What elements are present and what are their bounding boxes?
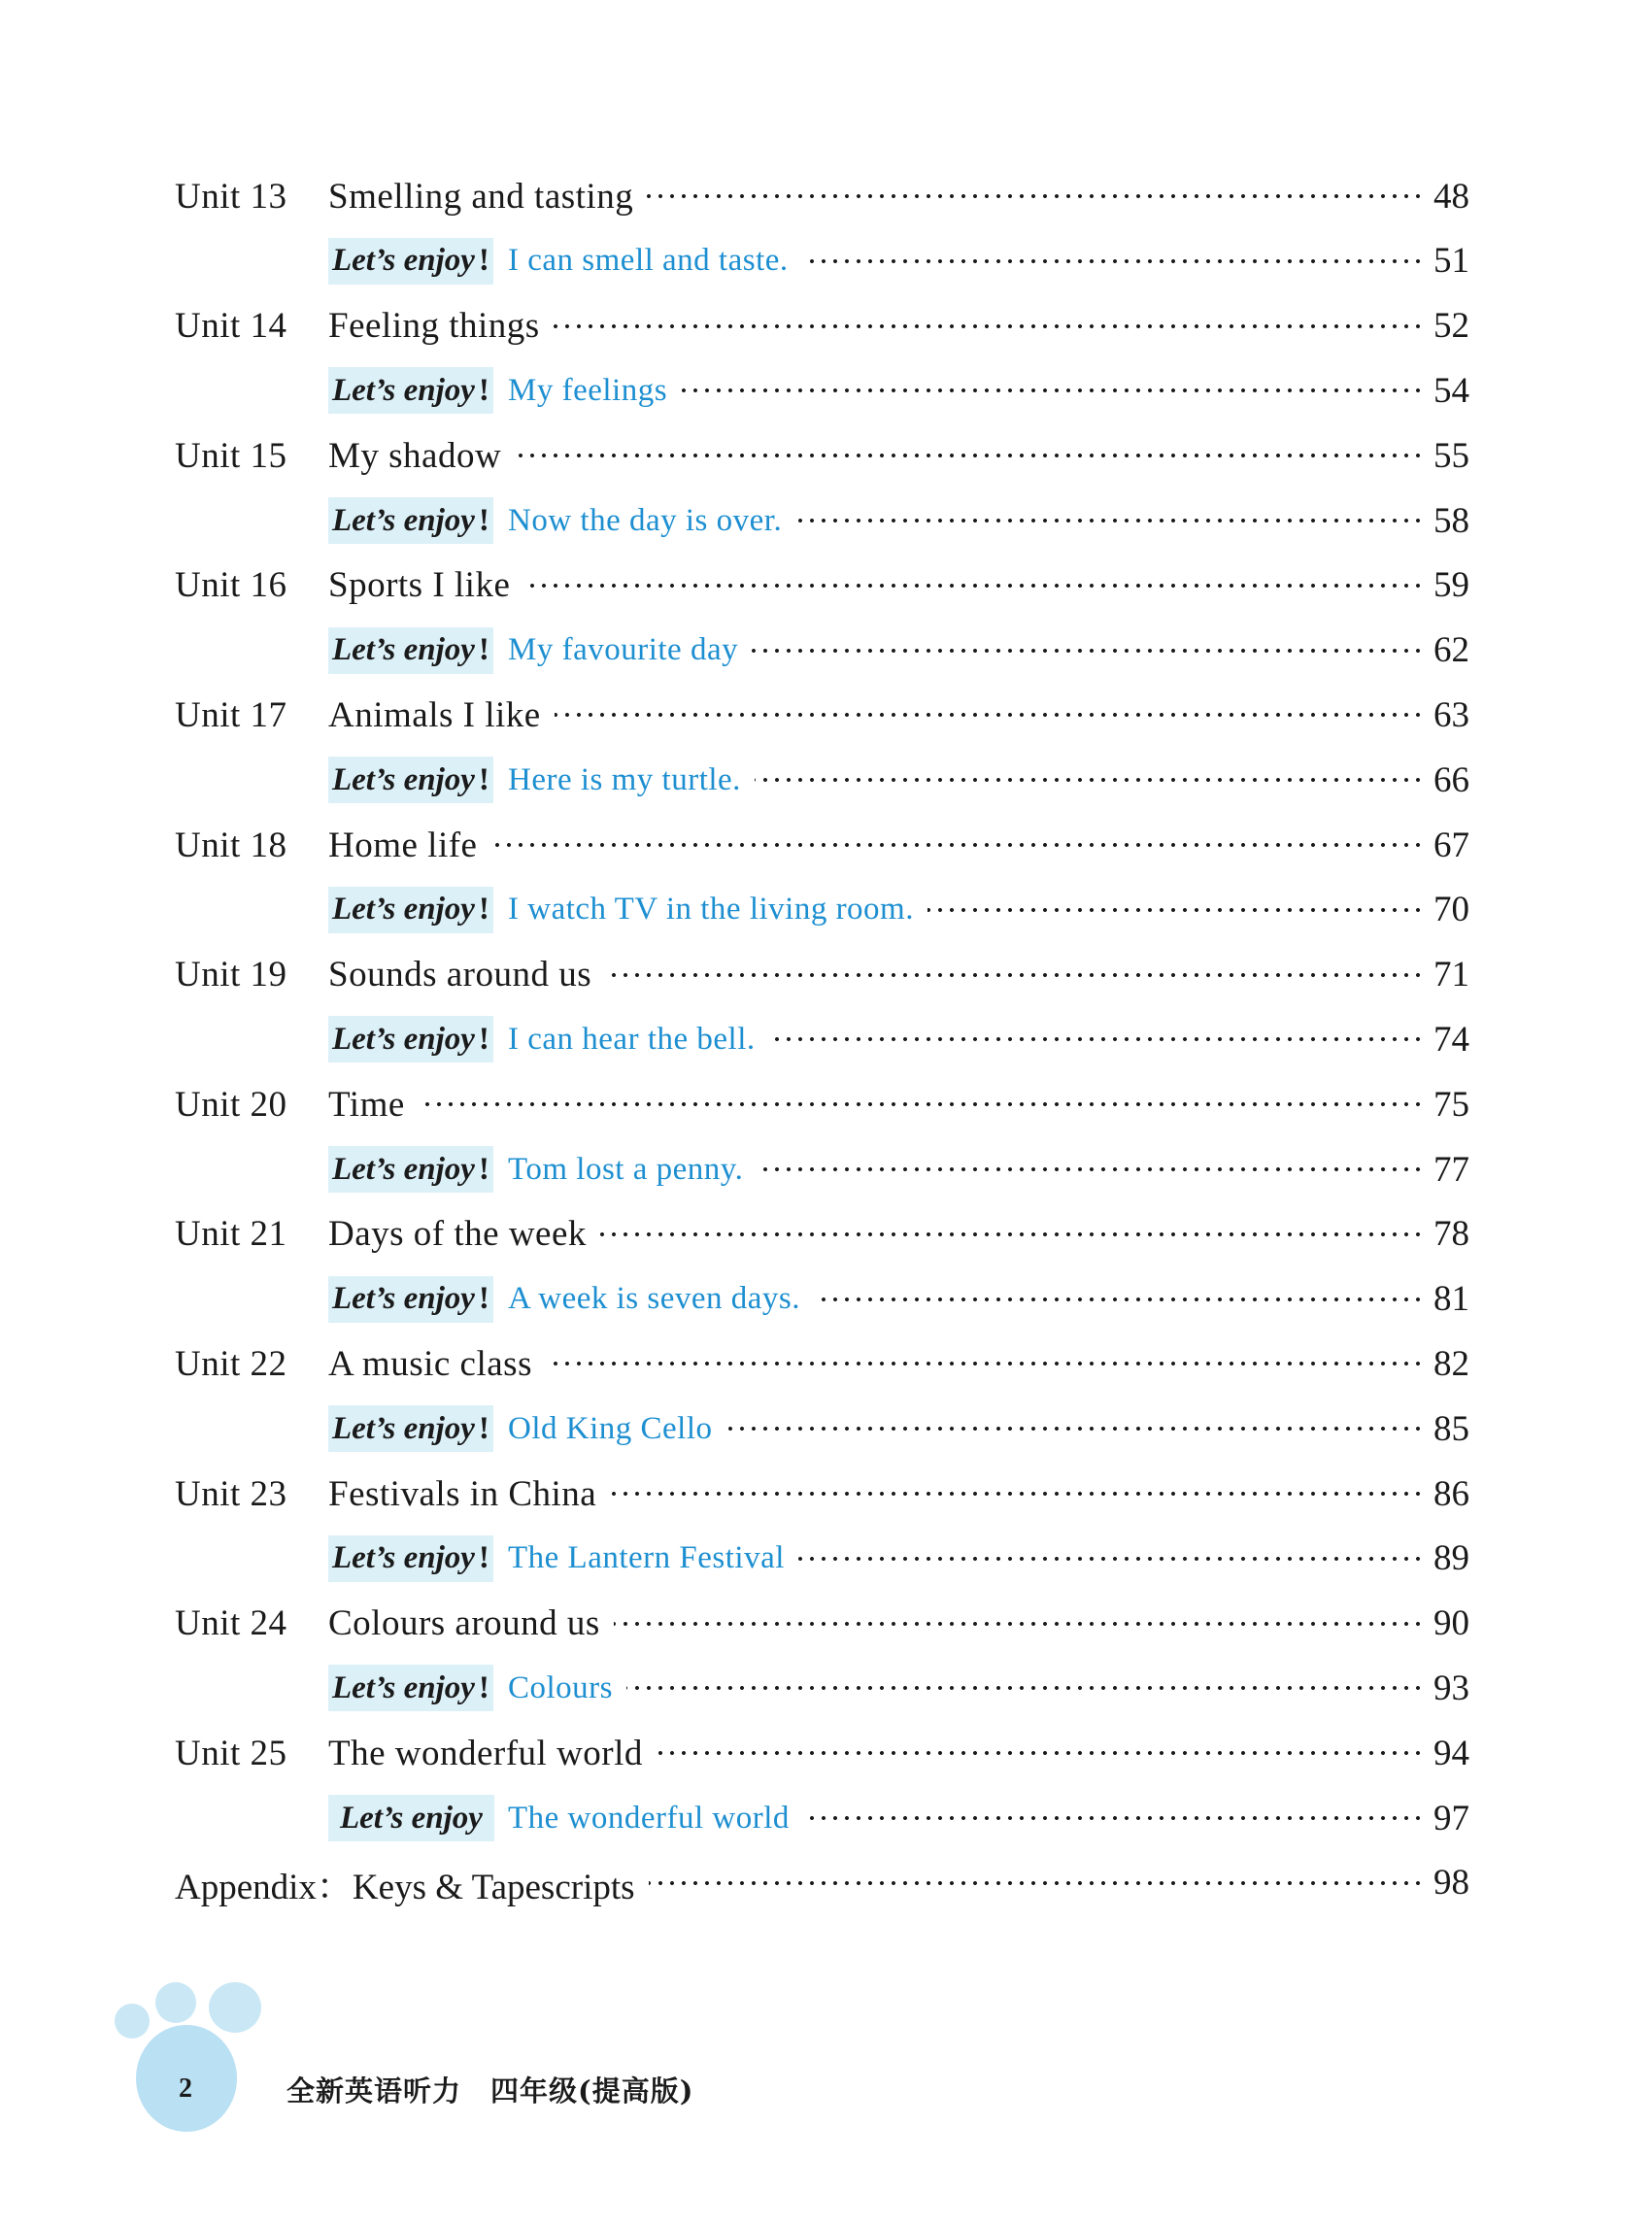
lets-enjoy-badge bbox=[328, 627, 493, 674]
lets-enjoy-badge bbox=[328, 887, 493, 933]
lets-enjoy-title: Tom lost a penny. bbox=[508, 1152, 757, 1188]
toc-lets-enjoy-row[interactable] bbox=[0, 361, 1652, 420]
lets-enjoy-title: My feelings bbox=[508, 373, 681, 409]
toc-lets-enjoy-row[interactable] bbox=[0, 232, 1652, 290]
dot-leader bbox=[726, 1427, 1424, 1431]
toc-unit-row[interactable] bbox=[0, 686, 1652, 744]
toc-lets-enjoy-row[interactable] bbox=[0, 1399, 1652, 1458]
page-number: 70 bbox=[1433, 890, 1469, 930]
paw-toe-icon bbox=[209, 1982, 261, 2033]
page-number: 52 bbox=[1433, 306, 1469, 347]
lets-enjoy-badge bbox=[328, 757, 493, 803]
lets-enjoy-title: I can hear the bell. bbox=[508, 1022, 769, 1058]
unit-title: My shadow bbox=[328, 435, 515, 477]
lets-enjoy-badge bbox=[328, 1016, 493, 1062]
toc-unit-row[interactable] bbox=[0, 1595, 1652, 1653]
paw-toe-icon bbox=[155, 1982, 196, 2023]
toc-unit-row[interactable] bbox=[0, 1465, 1652, 1523]
page-number: 82 bbox=[1433, 1343, 1469, 1384]
page-number: 63 bbox=[1433, 694, 1469, 735]
exclamation-mark: ! bbox=[478, 1669, 489, 1705]
dot-leader bbox=[795, 519, 1424, 523]
lets-enjoy-badge bbox=[328, 497, 493, 544]
unit-label: Unit 15 bbox=[175, 435, 287, 476]
unit-label: Unit 21 bbox=[175, 1214, 287, 1255]
toc-unit-row[interactable] bbox=[0, 426, 1652, 485]
page-number: 86 bbox=[1433, 1473, 1469, 1514]
page-number: 78 bbox=[1433, 1214, 1469, 1255]
toc-unit-row[interactable] bbox=[0, 1334, 1652, 1393]
dot-leader bbox=[515, 454, 1424, 457]
page-number: 85 bbox=[1433, 1408, 1469, 1449]
lets-enjoy-label: Let’s enjoy bbox=[332, 502, 475, 538]
toc-lets-enjoy-row[interactable] bbox=[0, 622, 1652, 680]
toc-unit-row[interactable] bbox=[0, 1205, 1652, 1264]
exclamation-mark: ! bbox=[478, 1021, 489, 1057]
dot-leader bbox=[554, 324, 1424, 328]
page-number: 74 bbox=[1433, 1019, 1469, 1060]
lets-enjoy-title: I watch TV in the living room. bbox=[508, 892, 927, 927]
lets-enjoy-label: Let’s enjoy bbox=[332, 632, 475, 668]
toc-unit-row[interactable] bbox=[0, 1075, 1652, 1133]
page-number: 2 bbox=[179, 2073, 192, 2104]
toc-unit-row[interactable] bbox=[0, 556, 1652, 615]
toc-unit-row[interactable] bbox=[0, 946, 1652, 1004]
unit-label: Unit 23 bbox=[175, 1473, 287, 1514]
exclamation-mark: ! bbox=[478, 1410, 489, 1446]
unit-title: Sounds around us bbox=[328, 954, 605, 995]
lets-enjoy-badge bbox=[328, 1146, 493, 1193]
page-number: 54 bbox=[1433, 370, 1469, 411]
lets-enjoy-label: Let’s enjoy bbox=[332, 1410, 475, 1446]
lets-enjoy-label: Let’s enjoy bbox=[332, 892, 475, 927]
exclamation-mark: ! bbox=[478, 632, 489, 668]
dot-leader bbox=[490, 843, 1424, 847]
dot-leader bbox=[752, 649, 1424, 653]
unit-label: Unit 24 bbox=[175, 1603, 287, 1644]
unit-title: Smelling and tasting bbox=[328, 176, 647, 218]
lets-enjoy-label: Let’s enjoy bbox=[332, 1540, 475, 1576]
page-number: 90 bbox=[1433, 1603, 1469, 1644]
toc-lets-enjoy-row[interactable] bbox=[0, 1659, 1652, 1717]
dot-leader bbox=[681, 388, 1424, 392]
unit-title: Home life bbox=[328, 825, 490, 866]
toc-lets-enjoy-row[interactable] bbox=[0, 1789, 1652, 1847]
dot-leader bbox=[555, 713, 1424, 717]
page-number: 75 bbox=[1433, 1084, 1469, 1125]
lets-enjoy-badge bbox=[328, 1665, 493, 1711]
unit-title: Sports I like bbox=[328, 564, 523, 606]
unit-title: Colours around us bbox=[328, 1602, 614, 1644]
unit-title: Time bbox=[328, 1084, 419, 1126]
page-number: 51 bbox=[1433, 241, 1469, 282]
paw-toe-icon bbox=[115, 2004, 150, 2039]
dot-leader bbox=[605, 973, 1424, 977]
lets-enjoy-label: Let’s enjoy bbox=[332, 1021, 475, 1057]
dot-leader bbox=[626, 1686, 1424, 1690]
toc-lets-enjoy-row[interactable] bbox=[0, 1270, 1652, 1329]
appendix-title: Appendix：Keys & Tapescripts bbox=[175, 1857, 649, 1909]
lets-enjoy-badge bbox=[328, 1405, 493, 1452]
unit-title: Feeling things bbox=[328, 305, 554, 347]
dot-leader bbox=[798, 1557, 1424, 1561]
unit-label: Unit 18 bbox=[175, 825, 287, 865]
dot-leader bbox=[814, 1298, 1424, 1301]
toc-lets-enjoy-row[interactable] bbox=[0, 1140, 1652, 1198]
page-number: 71 bbox=[1433, 955, 1469, 995]
lets-enjoy-title: My favourite day bbox=[508, 632, 752, 668]
unit-label: Unit 22 bbox=[175, 1343, 287, 1384]
unit-title: Days of the week bbox=[328, 1213, 600, 1255]
page-number: 67 bbox=[1433, 825, 1469, 865]
toc-appendix-row[interactable] bbox=[0, 1854, 1652, 1912]
toc-lets-enjoy-row[interactable] bbox=[0, 491, 1652, 550]
unit-title: The wonderful world bbox=[328, 1733, 657, 1774]
exclamation-mark: ! bbox=[478, 761, 489, 797]
lets-enjoy-label: Let’s enjoy bbox=[332, 761, 475, 797]
lets-enjoy-label: Let’s enjoy bbox=[332, 1151, 475, 1187]
lets-enjoy-title: A week is seven days. bbox=[508, 1281, 814, 1317]
page-number: 77 bbox=[1433, 1149, 1469, 1190]
exclamation-mark: ! bbox=[478, 372, 489, 408]
lets-enjoy-title: The wonderful world bbox=[508, 1801, 803, 1837]
lets-enjoy-title: Colours bbox=[508, 1670, 626, 1706]
unit-label: Unit 25 bbox=[175, 1733, 287, 1773]
dot-leader bbox=[523, 584, 1424, 588]
dot-leader bbox=[610, 1492, 1424, 1496]
toc-unit-row[interactable] bbox=[0, 1724, 1652, 1782]
toc-lets-enjoy-row[interactable] bbox=[0, 1010, 1652, 1068]
dot-leader bbox=[769, 1037, 1424, 1041]
page-number: 55 bbox=[1433, 435, 1469, 476]
unit-title: Animals I like bbox=[328, 694, 555, 736]
dot-leader bbox=[757, 1167, 1424, 1171]
exclamation-mark: ! bbox=[478, 1281, 489, 1317]
unit-label: Unit 14 bbox=[175, 306, 287, 347]
lets-enjoy-label: Let’s enjoy bbox=[332, 372, 475, 408]
dot-leader bbox=[802, 259, 1424, 263]
lets-enjoy-label: Let’s enjoy bbox=[332, 243, 475, 279]
lets-enjoy-badge bbox=[328, 1795, 494, 1841]
exclamation-mark: ! bbox=[478, 892, 489, 927]
dot-leader bbox=[647, 194, 1424, 198]
lets-enjoy-badge bbox=[328, 367, 493, 414]
lets-enjoy-label: Let’s enjoy bbox=[332, 1669, 475, 1705]
page-number: 89 bbox=[1433, 1538, 1469, 1579]
dot-leader bbox=[927, 908, 1424, 912]
exclamation-mark: ! bbox=[478, 1540, 489, 1576]
dot-leader bbox=[803, 1816, 1424, 1820]
lets-enjoy-title: Old King Cello bbox=[508, 1411, 726, 1447]
dot-leader bbox=[755, 778, 1424, 782]
lets-enjoy-label: Let’s enjoy bbox=[340, 1800, 483, 1836]
exclamation-mark: ! bbox=[478, 243, 489, 279]
exclamation-mark: ! bbox=[478, 1151, 489, 1187]
dot-leader bbox=[546, 1362, 1424, 1365]
unit-label: Unit 13 bbox=[175, 176, 287, 217]
toc-unit-row[interactable] bbox=[0, 816, 1652, 874]
dot-leader bbox=[614, 1622, 1424, 1626]
dot-leader bbox=[419, 1102, 1424, 1106]
toc-lets-enjoy-row[interactable] bbox=[0, 1530, 1652, 1588]
page-number: 59 bbox=[1433, 565, 1469, 606]
toc-unit-row[interactable] bbox=[0, 297, 1652, 355]
page-number: 81 bbox=[1433, 1279, 1469, 1320]
unit-label: Unit 16 bbox=[175, 565, 287, 606]
lets-enjoy-badge bbox=[328, 1535, 493, 1582]
page-number: 66 bbox=[1433, 759, 1469, 800]
exclamation-mark: ! bbox=[478, 502, 489, 538]
unit-label: Unit 17 bbox=[175, 694, 287, 735]
toc-lets-enjoy-row[interactable] bbox=[0, 881, 1652, 939]
unit-label: Unit 20 bbox=[175, 1084, 287, 1125]
toc-lets-enjoy-row[interactable] bbox=[0, 751, 1652, 809]
page-number: 62 bbox=[1433, 630, 1469, 671]
lets-enjoy-title: I can smell and taste. bbox=[508, 243, 802, 279]
lets-enjoy-title: Here is my turtle. bbox=[508, 762, 755, 798]
dot-leader bbox=[600, 1232, 1424, 1236]
dot-leader bbox=[657, 1751, 1424, 1755]
lets-enjoy-title: Now the day is over. bbox=[508, 503, 795, 539]
dot-leader bbox=[649, 1881, 1424, 1885]
unit-title: Festivals in China bbox=[328, 1473, 610, 1515]
unit-title: A music class bbox=[328, 1343, 546, 1385]
page-number: 58 bbox=[1433, 500, 1469, 541]
unit-label: Unit 19 bbox=[175, 955, 287, 995]
lets-enjoy-title: The Lantern Festival bbox=[508, 1540, 798, 1576]
toc-unit-row[interactable] bbox=[0, 167, 1652, 225]
page-number: 94 bbox=[1433, 1733, 1469, 1773]
lets-enjoy-label: Let’s enjoy bbox=[332, 1281, 475, 1317]
lets-enjoy-badge bbox=[328, 238, 493, 285]
page-number: 97 bbox=[1433, 1798, 1469, 1838]
page-number: 48 bbox=[1433, 176, 1469, 217]
page-number: 93 bbox=[1433, 1668, 1469, 1708]
lets-enjoy-badge bbox=[328, 1276, 493, 1323]
page-number: 98 bbox=[1433, 1863, 1469, 1904]
book-title: 全新英语听力 四年级(提高版) bbox=[287, 2074, 694, 2107]
